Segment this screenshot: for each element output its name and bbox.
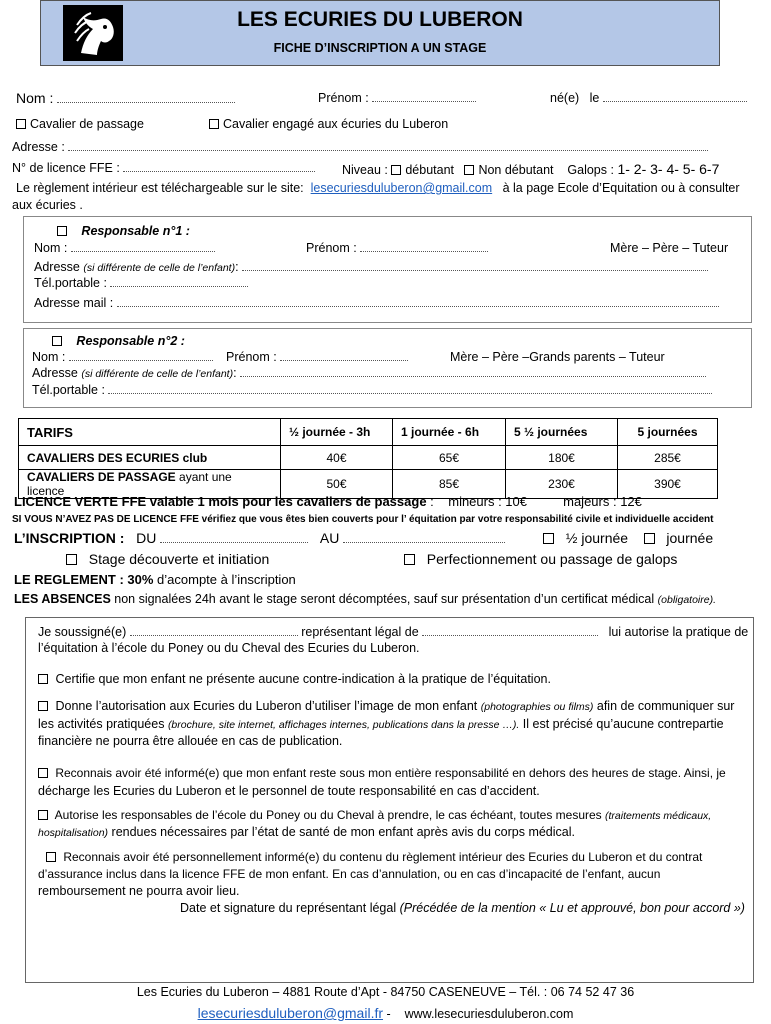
demi-journee-label: ½ journée bbox=[565, 530, 629, 546]
tarifs-cell: 65€ bbox=[393, 446, 506, 470]
stage-decouverte-checkbox[interactable] bbox=[66, 554, 77, 565]
responsable2-tel-field[interactable] bbox=[32, 383, 712, 397]
responsable1-checkbox[interactable] bbox=[57, 226, 67, 236]
tarifs-header: 5 ½ journées bbox=[506, 419, 618, 446]
galops-values: 1- 2- 3- 4- 5- 6-7 bbox=[617, 161, 720, 177]
consent-item-3[interactable] bbox=[38, 766, 726, 780]
journee-label: journée bbox=[666, 530, 714, 546]
licence-mineurs: mineurs : 10€ bbox=[448, 494, 527, 509]
inscription-label: L’INSCRIPTION : bbox=[14, 530, 125, 546]
footer-email-link[interactable]: lesecuriesduluberon@gmail.fr bbox=[197, 1005, 384, 1021]
checkbox-icon[interactable] bbox=[16, 119, 26, 129]
nom-label: Nom : bbox=[34, 241, 68, 255]
responsable2-prenom-field[interactable] bbox=[226, 350, 408, 364]
consent-item-text: Donne l’autorisation aux Ecuries du Luberon d’utiliser l’image de mon enfant bbox=[55, 699, 478, 713]
nom-field[interactable] bbox=[16, 90, 235, 106]
adresse-colon: : bbox=[235, 260, 239, 274]
reglement-text-2: à la page Ecole d’Equitation ou à consulter bbox=[502, 181, 740, 195]
consent-line-1 bbox=[38, 625, 748, 639]
licence-warning: SI VOUS N’AVEZ PAS DE LICENCE FFE vérifiez que vous êtes bien couverts pour l’ équitation par votre responsabilité civile et individuelle accident bbox=[12, 514, 714, 525]
adresse-colon: : bbox=[233, 366, 237, 380]
checkbox-icon[interactable] bbox=[38, 701, 48, 711]
engage-checkbox[interactable] bbox=[209, 117, 448, 131]
inscription-line bbox=[14, 530, 505, 546]
footer-contact bbox=[0, 1005, 771, 1021]
signature-note: (Précédée de la mention « Lu et approuvé, bon pour accord ») bbox=[399, 901, 745, 915]
tel-label: Tél.portable : bbox=[34, 276, 107, 290]
consent-item-4-line-2 bbox=[38, 825, 575, 839]
consent-item-4[interactable] bbox=[38, 808, 711, 822]
row-label-text: CAVALIERS DE PASSAGE bbox=[27, 470, 176, 484]
du-label: DU bbox=[136, 530, 157, 546]
checkbox-icon[interactable] bbox=[209, 119, 219, 129]
responsable2-title: Responsable n°2 : bbox=[76, 334, 185, 348]
footer-website[interactable]: www.lesecuriesduluberon.com bbox=[404, 1007, 574, 1021]
reglement-text: Le règlement intérieur est téléchargeable sur le site: bbox=[16, 181, 304, 195]
prenom-label: Prénom : bbox=[318, 91, 369, 105]
debutant-label: débutant bbox=[405, 163, 455, 177]
row-label-suffix: ayant une licence bbox=[27, 470, 232, 498]
licence-verte-line bbox=[14, 494, 642, 509]
galops-label: Galops : bbox=[567, 163, 614, 177]
licence-verte-label: LICENCE VERTE FFE valable 1 mois pour les cavaliers de passage bbox=[14, 494, 427, 509]
absences-line bbox=[14, 592, 716, 606]
consent-item-note: (brochure, site internet, affichages internes, publications dans la presse …). bbox=[167, 719, 520, 731]
footer-address: Les Ecuries du Luberon – 4881 Route d’Apt - 84750 CASENEUVE – Tél. : 06 74 52 47 36 bbox=[136, 985, 635, 999]
tarifs-cell: 285€ bbox=[618, 446, 718, 470]
licence-majeurs: majeurs : 12€ bbox=[563, 494, 642, 509]
consent-item-2-line-3: financière ne pourra être allouée en cas de publication. bbox=[38, 734, 343, 748]
ne-label: né(e) bbox=[550, 91, 580, 105]
checkbox-icon[interactable] bbox=[38, 674, 48, 684]
licence-label: N° de licence FFE : bbox=[12, 161, 120, 175]
footer-separator: - bbox=[383, 1007, 391, 1021]
tarifs-table bbox=[18, 418, 718, 499]
passage-label: Cavalier de passage bbox=[30, 117, 144, 131]
du-field[interactable] bbox=[160, 533, 308, 543]
responsable2-nom-field[interactable] bbox=[32, 350, 213, 364]
licence-field[interactable] bbox=[12, 161, 315, 175]
nom-label: Nom : bbox=[16, 90, 54, 106]
consent-item-note: (photographies ou films) bbox=[480, 701, 594, 713]
form-header bbox=[40, 0, 720, 66]
signature-line bbox=[180, 901, 745, 915]
responsable1-adresse-field[interactable] bbox=[34, 260, 708, 274]
prenom-label: Prénom : bbox=[306, 241, 357, 255]
reglement-email-link[interactable]: lesecuriesduluberon@gmail.com bbox=[310, 181, 493, 195]
responsable1-tel-field[interactable] bbox=[34, 276, 248, 290]
consent-item-text: Autorise les responsables de l’école du Poney ou du Cheval à prendre, le cas échéant, toutes mesures bbox=[54, 808, 602, 822]
absences-note: (obligatoire). bbox=[657, 594, 717, 606]
checkbox-icon[interactable] bbox=[46, 852, 56, 862]
responsable1-prenom-field[interactable] bbox=[306, 241, 488, 255]
journee-checkbox[interactable] bbox=[644, 533, 655, 544]
responsable1-box bbox=[23, 216, 752, 323]
consent-item-2[interactable] bbox=[38, 699, 734, 713]
stage-decouverte-label: Stage découverte et initiation bbox=[88, 551, 270, 567]
debutant-checkbox[interactable] bbox=[391, 165, 401, 175]
consent-box bbox=[25, 617, 754, 983]
perfectionnement-label: Perfectionnement ou passage de galops bbox=[426, 551, 678, 567]
tel-label: Tél.portable : bbox=[32, 383, 105, 397]
tarifs-header: ½ journée - 3h bbox=[281, 419, 393, 446]
consent-item-text: Reconnais avoir été informé(e) que mon enfant reste sous mon entière responsabilité en dehors des heures de stage. Ainsi, je bbox=[55, 766, 726, 780]
adresse-field[interactable] bbox=[12, 140, 708, 154]
mail-label: Adresse mail : bbox=[34, 296, 114, 310]
consent-text: Je soussigné(e) bbox=[38, 625, 127, 639]
form-subtitle: FICHE D’INSCRIPTION A UN STAGE bbox=[273, 41, 487, 55]
reglement-text: d’acompte à l’inscription bbox=[153, 572, 296, 587]
responsable2-adresse-field[interactable] bbox=[32, 366, 706, 380]
consent-line-2: l’équitation à l’école du Poney ou du Cheval des Ecuries du Luberon. bbox=[38, 641, 420, 655]
tarifs-header: 5 journées bbox=[618, 419, 718, 446]
reglement-text-3: aux écuries . bbox=[12, 198, 83, 212]
tarifs-cell: 390€ bbox=[618, 470, 718, 499]
au-label: AU bbox=[319, 530, 340, 546]
consent-item-3-line-2: décharge les Ecuries du Luberon et le personnel de toute responsabilité en cas d’accident. bbox=[38, 784, 540, 798]
non-debutant-checkbox[interactable] bbox=[464, 165, 474, 175]
responsable1-relation: Mère – Père – Tuteur bbox=[610, 241, 729, 255]
adresse-note: (si différente de celle de l’enfant) bbox=[81, 368, 234, 380]
consent-item-note: (traitements médicaux, bbox=[605, 810, 712, 822]
tarifs-cell: 85€ bbox=[393, 470, 506, 499]
perfectionnement-option[interactable] bbox=[404, 551, 677, 567]
tarifs-row-label bbox=[19, 446, 281, 470]
nom-label: Nom : bbox=[32, 350, 66, 364]
passage-checkbox[interactable] bbox=[16, 117, 144, 131]
perfectionnement-checkbox[interactable] bbox=[404, 554, 415, 565]
tarifs-cell: 40€ bbox=[281, 446, 393, 470]
table-row bbox=[19, 446, 718, 470]
tarifs-header-row bbox=[19, 419, 718, 446]
responsable1-title: Responsable n°1 : bbox=[81, 224, 190, 238]
form-title: LES ECURIES DU LUBERON bbox=[237, 8, 523, 31]
checkbox-icon[interactable] bbox=[38, 768, 48, 778]
prenom-field[interactable] bbox=[318, 91, 476, 105]
reglement-percent: 30% bbox=[127, 572, 154, 587]
responsable1-nom-field[interactable] bbox=[34, 241, 215, 255]
tarifs-cell: 230€ bbox=[506, 470, 618, 499]
responsable2-box bbox=[23, 328, 752, 408]
signature-label: Date et signature du représentant légal bbox=[180, 901, 397, 915]
tarifs-header: 1 journée - 6h bbox=[393, 419, 506, 446]
stage-decouverte-option[interactable] bbox=[66, 551, 269, 567]
tarifs-cell: 180€ bbox=[506, 446, 618, 470]
consent-item-text: les activités pratiquées bbox=[38, 717, 165, 731]
responsable2-header[interactable] bbox=[52, 334, 185, 348]
responsable2-checkbox[interactable] bbox=[52, 336, 62, 346]
duree-options bbox=[543, 530, 713, 546]
consent-item-text: rendues nécessaires par l’état de santé de mon enfant après avis du corps médical. bbox=[111, 825, 575, 839]
responsable1-mail-field[interactable] bbox=[34, 296, 719, 310]
niveau-group bbox=[342, 161, 719, 177]
enfant-field[interactable] bbox=[422, 626, 598, 636]
le-label: le bbox=[589, 91, 600, 105]
reglement-info bbox=[16, 181, 740, 195]
consent-item-text: afin de communiquer sur bbox=[596, 699, 735, 713]
niveau-label: Niveau : bbox=[342, 163, 388, 177]
adresse-label: Adresse bbox=[34, 260, 80, 274]
licence-colon: : bbox=[426, 494, 434, 509]
tarifs-cell: 50€ bbox=[281, 470, 393, 499]
absences-label: LES ABSENCES bbox=[14, 592, 111, 606]
consent-item-2-line-2 bbox=[38, 717, 724, 731]
demi-journee-checkbox[interactable] bbox=[543, 533, 554, 544]
adresse-note: (si différente de celle de l’enfant) bbox=[83, 262, 236, 274]
responsable2-relation: Mère – Père –Grands parents – Tuteur bbox=[450, 350, 665, 364]
engage-label: Cavalier engagé aux écuries du Luberon bbox=[223, 117, 449, 131]
reglement-label: LE REGLEMENT : bbox=[14, 572, 124, 587]
checkbox-icon[interactable] bbox=[38, 810, 48, 820]
au-field[interactable] bbox=[343, 533, 505, 543]
soussigne-field[interactable] bbox=[130, 626, 298, 636]
consent-item-5[interactable] bbox=[46, 850, 702, 864]
non-debutant-label: Non débutant bbox=[478, 163, 554, 177]
consent-item-text: Reconnais avoir été personnellement informé(e) du contenu du règlement intérieur des Ecuries du Luberon et du contrat bbox=[63, 850, 703, 864]
consent-item-text: Certifie que mon enfant ne présente aucune contre-indication à la pratique de l’équitation. bbox=[55, 672, 551, 686]
adresse-label: Adresse bbox=[32, 366, 78, 380]
responsable1-header[interactable] bbox=[57, 224, 190, 238]
tarifs-header: TARIFS bbox=[19, 419, 281, 446]
consent-text: lui autorise la pratique de bbox=[608, 625, 749, 639]
consent-item-5-line-3: remboursement ne pourra avoir lieu. bbox=[38, 884, 240, 898]
adresse-label: Adresse : bbox=[12, 140, 65, 154]
absences-text: non signalées 24h avant le stage seront décomptées, sauf sur présentation d’un certificat médical bbox=[110, 592, 655, 606]
reglement-line bbox=[14, 572, 296, 587]
row-label-text: CAVALIERS DES ECURIES club bbox=[27, 450, 208, 465]
consent-item-1[interactable] bbox=[38, 672, 551, 686]
consent-item-5-line-2: d’assurance inclus dans la licence FFE de mon enfant. En cas d’annulation, ou en cas d’incapacité de l’enfant, aucun bbox=[38, 867, 661, 881]
consent-text: représentant légal de bbox=[301, 625, 419, 639]
naissance-field[interactable] bbox=[550, 91, 747, 105]
consent-item-note: hospitalisation) bbox=[38, 827, 109, 839]
prenom-label: Prénom : bbox=[226, 350, 277, 364]
consent-item-text: Il est précisé qu’aucune contrepartie bbox=[522, 717, 724, 731]
